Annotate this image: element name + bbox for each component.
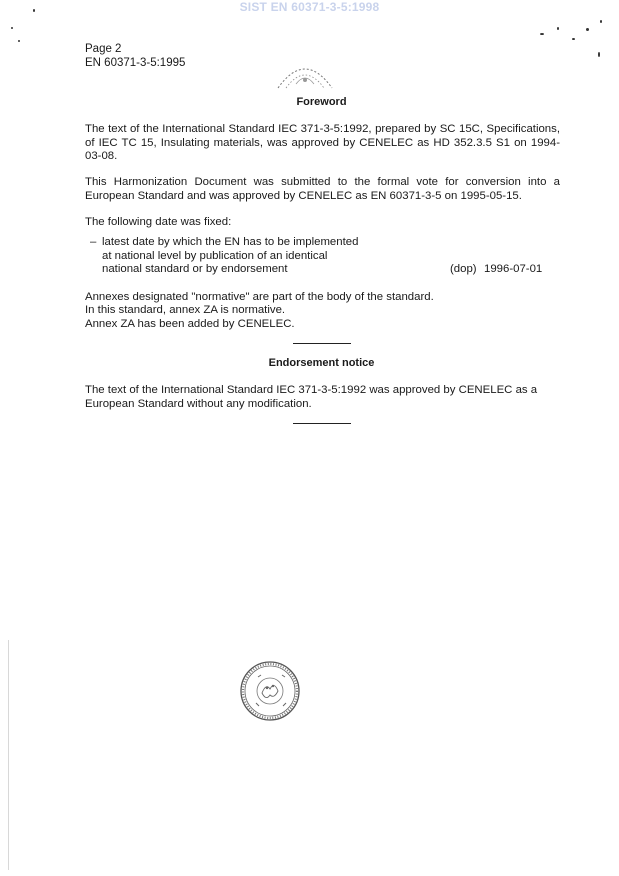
stamp-seal-bottom-icon bbox=[238, 659, 302, 723]
stamp-seal-top-icon bbox=[270, 58, 340, 98]
scan-speck bbox=[18, 40, 20, 42]
endorsement-title: Endorsement notice bbox=[268, 357, 375, 369]
foreword-title: Foreword bbox=[296, 96, 347, 108]
annex-line-1: Annexes designated "normative" are part of the body of the standard. bbox=[85, 291, 434, 303]
scan-speck bbox=[572, 38, 575, 40]
scan-speck bbox=[600, 20, 602, 23]
section-divider bbox=[293, 343, 351, 344]
end-divider bbox=[293, 423, 351, 424]
list-item-line-1: latest date by which the EN has to be implemented bbox=[102, 236, 359, 248]
foreword-paragraph-2: This Harmonization Document was submitted to the formal vote for conversion into a European Standard and was approved by CENELEC as EN 60371-3-5 on 1995-05-15. bbox=[85, 176, 560, 202]
scan-speck bbox=[33, 9, 35, 12]
scan-speck bbox=[11, 27, 13, 29]
foreword-paragraph-3: The following date was fixed: bbox=[85, 216, 232, 228]
watermark: SIST EN 60371-3-5:1998 bbox=[239, 0, 380, 14]
list-item-line-3: national standard or by endorsement bbox=[102, 263, 288, 275]
scan-speck bbox=[557, 27, 559, 30]
dop-label: (dop) bbox=[450, 263, 477, 275]
scan-speck bbox=[586, 28, 589, 31]
foreword-paragraph-1: The text of the International Standard IEC 371-3-5:1992, prepared by SC 15C, Specifications, of IEC TC 15, Insulating materials, was approved by CENELEC as HD 352.3.5 S1 on 1994-03-08. bbox=[85, 123, 560, 163]
scan-margin-line bbox=[8, 640, 9, 870]
scan-speck bbox=[540, 33, 544, 35]
document-number: EN 60371-3-5:1995 bbox=[85, 57, 186, 69]
list-item-line-2: at national level by publication of an identical bbox=[102, 250, 328, 262]
scan-speck bbox=[598, 52, 600, 57]
annex-line-3: Annex ZA has been added by CENELEC. bbox=[85, 318, 295, 330]
endorsement-text: The text of the International Standard IEC 371-3-5:1992 was approved by CENELEC as a European Standard without any modification. bbox=[85, 384, 538, 410]
annex-line-2: In this standard, annex ZA is normative. bbox=[85, 304, 286, 316]
list-dash: – bbox=[90, 236, 97, 248]
page-number: Page 2 bbox=[85, 43, 122, 55]
dop-date: 1996-07-01 bbox=[484, 263, 543, 275]
